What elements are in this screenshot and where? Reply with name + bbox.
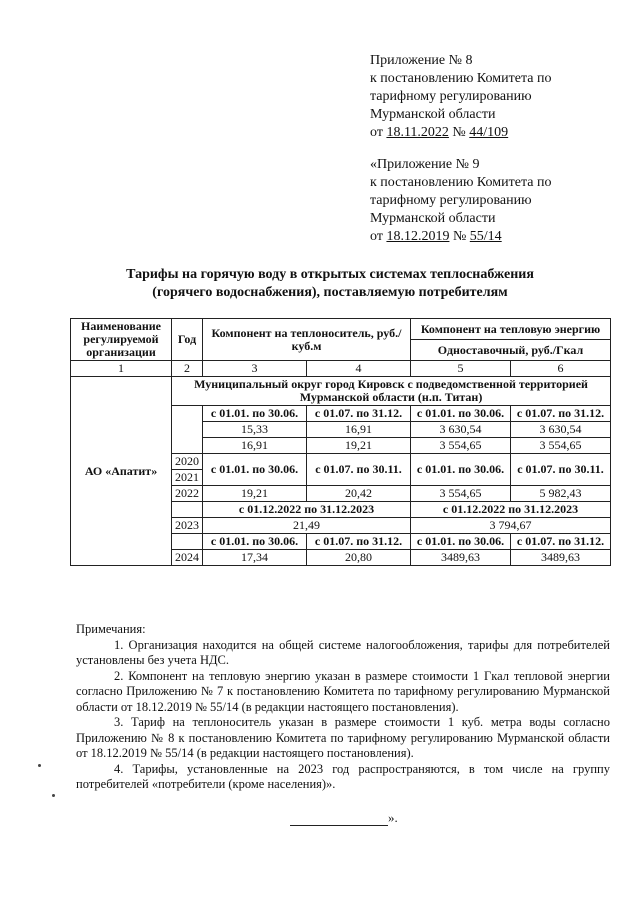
tariff-table — [70, 318, 611, 566]
blank-cell — [172, 502, 203, 518]
value-cell: 3489,63 — [511, 550, 611, 566]
period-cell: с 01.07. по 31.12. — [511, 406, 611, 422]
header-line: Приложение № 8 — [370, 53, 473, 68]
header-line: тарифному регулированию — [370, 193, 532, 208]
year-cell: 2024 — [172, 550, 203, 566]
decree-date: 18.11.2022 — [386, 125, 449, 140]
header-line: Мурманской области — [370, 211, 496, 226]
period-cell: с 01.01. по 30.06. — [411, 454, 511, 486]
closing-quote: ». — [388, 810, 398, 825]
appendix-header-9 — [370, 156, 551, 246]
column-number: 5 — [411, 361, 511, 377]
value-cell: 3 554,65 — [411, 486, 511, 502]
period-cell: с 01.07. по 30.11. — [511, 454, 611, 486]
header-date-line — [370, 228, 551, 246]
header-year: Год — [172, 319, 203, 361]
value-cell: 19,21 — [203, 486, 307, 502]
header-date-line — [370, 124, 551, 142]
document-title — [60, 266, 600, 302]
column-number: 3 — [203, 361, 307, 377]
table-row — [71, 377, 611, 406]
value-cell: 3 554,65 — [411, 438, 511, 454]
value-cell: 3 554,65 — [511, 438, 611, 454]
header-line: «Приложение № 9 — [370, 157, 480, 172]
period-cell: с 01.01. по 30.06. — [411, 406, 511, 422]
period-cell: с 01.01. по 30.06. — [203, 454, 307, 486]
value-cell: 15,33 — [203, 422, 307, 438]
note-item: 2. Компонент на тепловую энергию указан в размере стоимости 1 Гкал тепловой энергии согласно Приложению № 7 к постановлению Комитета по тарифному регулированию Мурманской области от 18.12.2019 № 55/14 (в редакции настоящего постановления). — [76, 668, 610, 714]
value-cell: 20,42 — [307, 486, 411, 502]
header-org: Наименование регулируемой организации — [71, 319, 172, 361]
value-cell: 21,49 — [203, 518, 411, 534]
table-header-row — [71, 319, 611, 340]
period-cell: с 01.12.2022 по 31.12.2023 — [411, 502, 611, 518]
column-number: 1 — [71, 361, 172, 377]
period-cell: с 01.07. по 31.12. — [307, 534, 411, 550]
value-cell: 3 630,54 — [511, 422, 611, 438]
value-cell: 3 794,67 — [411, 518, 611, 534]
year-cell: 2022 — [172, 486, 203, 502]
year-cell: 2021 — [172, 470, 203, 486]
value-cell: 3489,63 — [411, 550, 511, 566]
column-number: 6 — [511, 361, 611, 377]
decree-date: 18.12.2019 — [386, 229, 450, 244]
title-line: Тарифы на горячую воду в открытых системах теплоснабжения — [126, 267, 534, 282]
period-cell: с 01.07. по 31.12. — [511, 534, 611, 550]
period-cell: с 01.01. по 30.06. — [411, 534, 511, 550]
column-number-row — [71, 361, 611, 377]
title-line: (горячего водоснабжения), поставляемую потребителям — [152, 285, 508, 300]
district-name: Муниципальный округ город Кировск с подведомственной территорией Мурманской области (н.п. Титан) — [172, 377, 611, 406]
note-item: 1. Организация находится на общей системе налогообложения, тарифы для потребителей установлены без учета НДС. — [76, 637, 610, 667]
date-prefix: от — [370, 229, 387, 244]
decree-number: 55/14 — [469, 229, 502, 244]
year-cell: 2020 — [172, 454, 203, 470]
column-number: 2 — [172, 361, 203, 377]
header-energy: Компонент на тепловую энергию — [411, 319, 611, 340]
period-cell: с 01.12.2022 по 31.12.2023 — [203, 502, 411, 518]
note-item: 3. Тариф на теплоноситель указан в размере стоимости 1 куб. метра воды согласно Приложению № 8 к постановлению Комитета по тарифному регулированию Мурманской области от 18.12.2019 № 55/14 (в редакции настоящего постановления). — [76, 715, 610, 760]
period-cell: с 01.01. по 30.06. — [203, 406, 307, 422]
column-number: 4 — [307, 361, 411, 377]
org-name: АО «Апатит» — [71, 377, 172, 566]
note-item: 4. Тарифы, установленные на 2023 год распространяются, в том числе на группу потребителей «потребители (кроме населения)». — [76, 761, 610, 791]
period-cell: с 01.07. по 31.12. — [307, 406, 411, 422]
value-cell: 20,80 — [307, 550, 411, 566]
value-cell: 16,91 — [203, 438, 307, 454]
header-energy-sub: Одноставочный, руб./Гкал — [411, 340, 611, 361]
notes-heading: Примечания: — [76, 622, 146, 636]
scan-speck — [38, 764, 41, 767]
header-line: к постановлению Комитета по — [370, 71, 552, 86]
closing-mark — [290, 810, 398, 826]
value-cell: 17,34 — [203, 550, 307, 566]
value-cell: 19,21 — [307, 438, 411, 454]
header-line: тарифному регулированию — [370, 89, 532, 104]
value-cell: 5 982,43 — [511, 486, 611, 502]
header-line: Мурманской области — [370, 107, 496, 122]
appendix-header-8 — [370, 52, 551, 142]
header-line: к постановлению Комитета по — [370, 175, 552, 190]
number-prefix: № — [449, 229, 470, 244]
date-prefix: от — [370, 125, 387, 140]
year-cell: 2023 — [172, 518, 203, 534]
notes-section — [76, 622, 610, 793]
signature-line — [290, 815, 388, 826]
value-cell: 3 630,54 — [411, 422, 511, 438]
scan-speck — [52, 794, 55, 797]
blank-cell — [172, 406, 203, 454]
number-prefix: № — [448, 125, 470, 140]
period-cell: с 01.07. по 30.11. — [307, 454, 411, 486]
decree-number: 44/109 — [469, 125, 509, 140]
value-cell: 16,91 — [307, 422, 411, 438]
blank-cell — [172, 534, 203, 550]
period-cell: с 01.01. по 30.06. — [203, 534, 307, 550]
header-carrier: Компонент на теплоноситель, руб./куб.м — [203, 319, 411, 361]
